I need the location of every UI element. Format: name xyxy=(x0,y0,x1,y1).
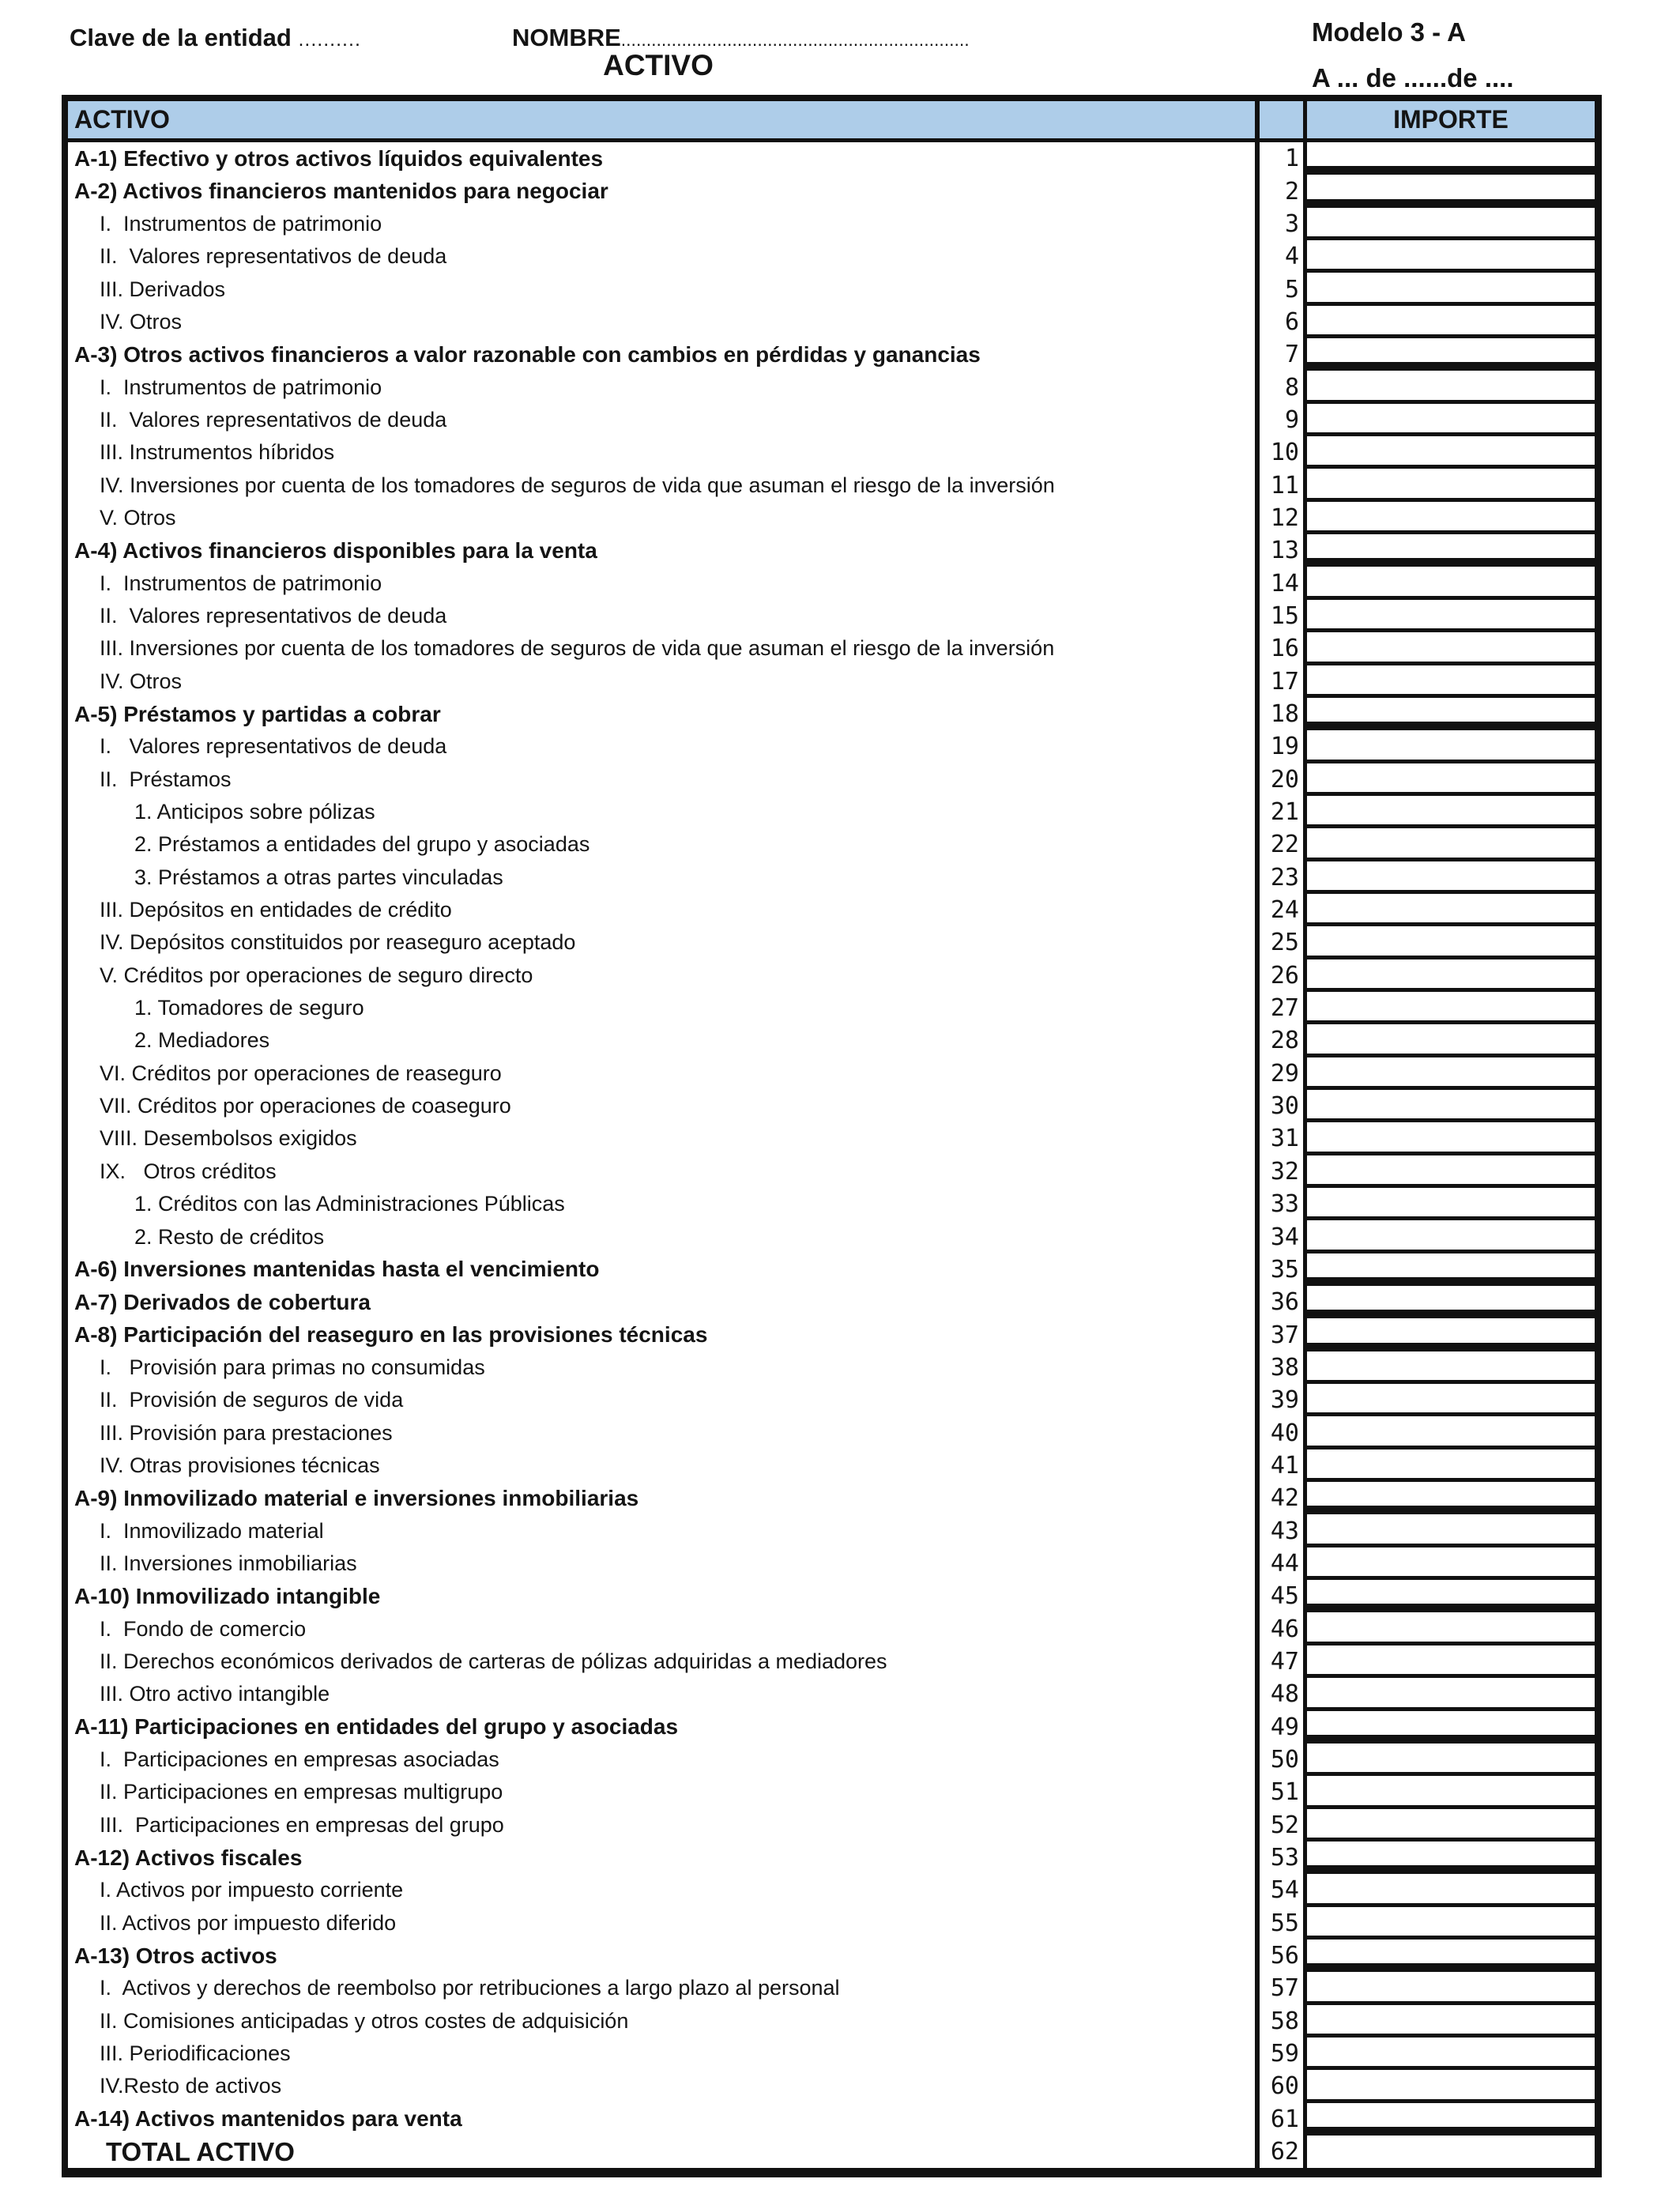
importe-input-box[interactable] xyxy=(1303,142,1595,175)
date-blank-line: A ... de ......de .... xyxy=(1312,63,1514,92)
table-row xyxy=(68,1809,1595,1842)
row-label: A-3) Otros activos financieros a valor razonable con cambios en pérdidas y ganancias xyxy=(74,341,981,367)
table-row xyxy=(68,1090,1595,1122)
row-label: II. Valores representativos de deuda xyxy=(100,244,447,269)
importe-input-box[interactable] xyxy=(1303,665,1595,698)
table-row xyxy=(68,2005,1595,2038)
entity-code-blank[interactable]: .......... xyxy=(298,28,361,51)
importe-input-box[interactable] xyxy=(1303,1220,1595,1253)
row-number: 25 xyxy=(1255,926,1303,959)
row-number: 56 xyxy=(1255,1940,1303,1972)
row-label: II. Valores representativos de deuda xyxy=(100,407,447,432)
table-row xyxy=(68,959,1595,992)
row-number: 1 xyxy=(1255,142,1303,175)
table-row xyxy=(68,1612,1595,1645)
table-row xyxy=(68,175,1595,207)
table-row xyxy=(68,763,1595,796)
table-row xyxy=(68,1482,1595,1514)
table-row xyxy=(68,828,1595,861)
importe-input-box[interactable] xyxy=(1303,600,1595,632)
row-number: 5 xyxy=(1255,273,1303,305)
table-row xyxy=(68,1972,1595,2004)
activo-table xyxy=(62,95,1602,2177)
row-number: 34 xyxy=(1255,1220,1303,1253)
row-number: 18 xyxy=(1255,698,1303,730)
row-label: I. Inmovilizado material xyxy=(100,1518,324,1543)
table-row xyxy=(68,1678,1595,1710)
importe-input-box[interactable] xyxy=(1303,796,1595,828)
importe-input-box[interactable] xyxy=(1303,1384,1595,1416)
row-number: 7 xyxy=(1255,338,1303,371)
importe-input-box[interactable] xyxy=(1303,1416,1595,1449)
row-number: 21 xyxy=(1255,796,1303,828)
row-label: III. Otro activo intangible xyxy=(100,1682,330,1706)
importe-input-box[interactable] xyxy=(1303,1253,1595,1286)
row-number: 24 xyxy=(1255,894,1303,926)
table-row xyxy=(68,1318,1595,1351)
table-row xyxy=(68,2136,1595,2168)
table-row xyxy=(68,534,1595,567)
row-label: III. Periodificaciones xyxy=(100,2041,291,2066)
row-number: 13 xyxy=(1255,534,1303,567)
page-title: ACTIVO xyxy=(603,49,714,81)
table-row xyxy=(68,992,1595,1024)
importe-input-box[interactable] xyxy=(1303,1482,1595,1514)
row-label: I. Instrumentos de patrimonio xyxy=(100,571,382,595)
table-header-row xyxy=(68,101,1595,142)
importe-input-box[interactable] xyxy=(1303,1940,1595,1972)
importe-input-box[interactable] xyxy=(1303,730,1595,763)
row-number: 9 xyxy=(1255,404,1303,436)
row-label: 1. Tomadores de seguro xyxy=(134,996,364,1020)
importe-input-box[interactable] xyxy=(1303,436,1595,469)
row-label: I. Valores representativos de deuda xyxy=(100,734,447,759)
row-number: 16 xyxy=(1255,632,1303,665)
table-row xyxy=(68,1449,1595,1482)
row-label: IX. Otros créditos xyxy=(100,1159,277,1183)
row-number: 58 xyxy=(1255,2005,1303,2038)
importe-input-box[interactable] xyxy=(1303,1907,1595,1940)
row-label: IV. Inversiones por cuenta de los tomadores de seguros de vida que asuman el riesgo de la inversión xyxy=(100,473,1055,497)
row-label: V. Créditos por operaciones de seguro directo xyxy=(100,963,533,987)
row-label: A-4) Activos financieros disponibles para la venta xyxy=(74,537,597,563)
row-label: VIII. Desembolsos exigidos xyxy=(100,1126,357,1151)
importe-input-box[interactable] xyxy=(1303,2136,1595,2168)
row-number: 30 xyxy=(1255,1090,1303,1122)
row-number: 2 xyxy=(1255,175,1303,207)
row-number: 48 xyxy=(1255,1678,1303,1710)
importe-input-box[interactable] xyxy=(1303,1580,1595,1612)
row-label: 2. Préstamos a entidades del grupo y asociadas xyxy=(134,832,590,857)
row-number: 29 xyxy=(1255,1057,1303,1090)
row-label: II. Valores representativos de deuda xyxy=(100,603,447,628)
row-label: I. Instrumentos de patrimonio xyxy=(100,211,382,236)
row-number: 4 xyxy=(1255,240,1303,273)
row-number: 60 xyxy=(1255,2070,1303,2102)
row-label: III. Inversiones por cuenta de los tomadores de seguros de vida que asuman el riesgo de la inversión xyxy=(100,636,1055,661)
row-label: 2. Mediadores xyxy=(134,1028,270,1053)
row-label: A-10) Inmovilizado intangible xyxy=(74,1583,381,1608)
row-label: II. Préstamos xyxy=(100,767,232,791)
table-row xyxy=(68,665,1595,698)
table-row xyxy=(68,371,1595,403)
table-row xyxy=(68,1907,1595,1940)
row-number: 59 xyxy=(1255,2038,1303,2070)
importe-input-box[interactable] xyxy=(1303,502,1595,534)
table-row xyxy=(68,1122,1595,1155)
row-number: 61 xyxy=(1255,2103,1303,2136)
importe-input-box[interactable] xyxy=(1303,2103,1595,2136)
table-row xyxy=(68,1253,1595,1286)
importe-input-box[interactable] xyxy=(1303,926,1595,959)
row-number: 49 xyxy=(1255,1711,1303,1744)
row-label: III. Participaciones en empresas del grupo xyxy=(100,1812,504,1837)
importe-input-box[interactable] xyxy=(1303,1188,1595,1220)
table-row xyxy=(68,469,1595,501)
row-label: I. Provisión para primas no consumidas xyxy=(100,1355,485,1379)
row-number: 38 xyxy=(1255,1351,1303,1384)
importe-input-box[interactable] xyxy=(1303,1024,1595,1057)
table-row xyxy=(68,600,1595,632)
table-row xyxy=(68,404,1595,436)
table-row xyxy=(68,1547,1595,1580)
row-label: A-5) Préstamos y partidas a cobrar xyxy=(74,701,441,726)
importe-input-box[interactable] xyxy=(1303,1090,1595,1122)
importe-input-box[interactable] xyxy=(1303,1286,1595,1318)
row-number: 42 xyxy=(1255,1482,1303,1514)
row-number: 26 xyxy=(1255,959,1303,992)
row-number: 19 xyxy=(1255,730,1303,763)
table-row xyxy=(68,1384,1595,1416)
row-label: A-14) Activos mantenidos para venta xyxy=(74,2106,462,2132)
importe-input-box[interactable] xyxy=(1303,698,1595,730)
entity-code-text: Clave de la entidad xyxy=(70,24,299,51)
row-label: I. Participaciones en empresas asociadas xyxy=(100,1747,499,1772)
row-label: IV.Resto de activos xyxy=(100,2074,282,2098)
importe-input-box[interactable] xyxy=(1303,632,1595,665)
importe-input-box[interactable] xyxy=(1303,992,1595,1024)
column-header-rownum xyxy=(1255,101,1303,138)
importe-input-box[interactable] xyxy=(1303,1711,1595,1744)
row-number: 11 xyxy=(1255,469,1303,501)
importe-input-box[interactable] xyxy=(1303,1842,1595,1874)
table-row xyxy=(68,1416,1595,1449)
importe-input-box[interactable] xyxy=(1303,763,1595,796)
row-number: 12 xyxy=(1255,502,1303,534)
table-row xyxy=(68,1776,1595,1808)
importe-input-box[interactable] xyxy=(1303,894,1595,926)
table-row xyxy=(68,240,1595,273)
importe-input-box[interactable] xyxy=(1303,1874,1595,1906)
importe-input-box[interactable] xyxy=(1303,1449,1595,1482)
row-label: A-13) Otros activos xyxy=(74,1943,277,1968)
row-label: IV. Depósitos constituidos por reaseguro aceptado xyxy=(100,930,576,955)
importe-input-box[interactable] xyxy=(1303,1155,1595,1188)
importe-input-box[interactable] xyxy=(1303,404,1595,436)
row-number: 8 xyxy=(1255,371,1303,403)
importe-input-box[interactable] xyxy=(1303,2038,1595,2070)
table-row xyxy=(68,567,1595,599)
row-number: 57 xyxy=(1255,1972,1303,2004)
table-row xyxy=(68,1874,1595,1906)
row-label: A-2) Activos financieros mantenidos para negociar xyxy=(74,179,608,204)
importe-input-box[interactable] xyxy=(1303,861,1595,894)
table-row xyxy=(68,1024,1595,1057)
name-label xyxy=(512,24,970,52)
importe-input-box[interactable] xyxy=(1303,1547,1595,1580)
row-label: IV. Otros xyxy=(100,309,183,334)
importe-input-box[interactable] xyxy=(1303,240,1595,273)
table-row xyxy=(68,1155,1595,1188)
row-number: 32 xyxy=(1255,1155,1303,1188)
row-label: I. Activos y derechos de reembolso por retribuciones a largo plazo al personal xyxy=(100,1976,840,2000)
column-header-importe: IMPORTE xyxy=(1303,101,1595,138)
row-number: 37 xyxy=(1255,1318,1303,1351)
importe-input-box[interactable] xyxy=(1303,1351,1595,1384)
table-row xyxy=(68,796,1595,828)
name-text: NOMBRE xyxy=(512,24,621,51)
table-row xyxy=(68,1514,1595,1547)
importe-input-box[interactable] xyxy=(1303,567,1595,599)
table-row xyxy=(68,1057,1595,1090)
row-label: V. Otros xyxy=(100,505,176,530)
row-label: I. Fondo de comercio xyxy=(100,1616,307,1641)
importe-input-box[interactable] xyxy=(1303,1057,1595,1090)
table-row xyxy=(68,436,1595,469)
row-label: IV. Otros xyxy=(100,669,183,693)
importe-input-box[interactable] xyxy=(1303,1744,1595,1776)
importe-input-box[interactable] xyxy=(1303,1972,1595,2004)
importe-input-box[interactable] xyxy=(1303,1776,1595,1808)
row-label: III. Derivados xyxy=(100,277,226,301)
row-number: 62 xyxy=(1255,2136,1303,2168)
row-label: A-12) Activos fiscales xyxy=(74,1845,303,1870)
table-row xyxy=(68,1711,1595,1744)
importe-input-box[interactable] xyxy=(1303,1514,1595,1547)
row-label: A-8) Participación del reaseguro en las provisiones técnicas xyxy=(74,1322,708,1348)
row-label: VI. Créditos por operaciones de reaseguro xyxy=(100,1061,502,1085)
row-label: III. Instrumentos híbridos xyxy=(100,440,335,465)
importe-input-box[interactable] xyxy=(1303,1646,1595,1678)
name-blank[interactable]: ..................................................................... xyxy=(620,29,970,50)
table-row xyxy=(68,861,1595,894)
importe-input-box[interactable] xyxy=(1303,1612,1595,1645)
row-number: 27 xyxy=(1255,992,1303,1024)
importe-input-box[interactable] xyxy=(1303,1122,1595,1155)
row-label: A-9) Inmovilizado material e inversiones inmobiliarias xyxy=(74,1485,639,1510)
row-label: II. Participaciones en empresas multigrupo xyxy=(100,1780,503,1804)
table-row xyxy=(68,1220,1595,1253)
row-label: I. Instrumentos de patrimonio xyxy=(100,375,382,399)
row-number: 43 xyxy=(1255,1514,1303,1547)
row-number: 52 xyxy=(1255,1809,1303,1842)
column-header-activo: ACTIVO xyxy=(74,105,170,134)
table-row xyxy=(68,2038,1595,2070)
table-row xyxy=(68,730,1595,763)
row-number: 54 xyxy=(1255,1874,1303,1906)
row-label: 3. Préstamos a otras partes vinculadas xyxy=(134,865,503,889)
row-label: III. Depósitos en entidades de crédito xyxy=(100,898,452,922)
row-number: 40 xyxy=(1255,1416,1303,1449)
row-number: 44 xyxy=(1255,1547,1303,1580)
row-number: 22 xyxy=(1255,828,1303,861)
row-label: A-1) Efectivo y otros activos líquidos equivalentes xyxy=(74,145,604,171)
row-number: 15 xyxy=(1255,600,1303,632)
row-label: 1. Créditos con las Administraciones Públicas xyxy=(134,1192,565,1216)
row-label: A-6) Inversiones mantenidas hasta el vencimiento xyxy=(74,1257,600,1282)
row-number: 31 xyxy=(1255,1122,1303,1155)
row-number: 6 xyxy=(1255,306,1303,338)
importe-input-box[interactable] xyxy=(1303,371,1595,403)
row-label: VII. Créditos por operaciones de coaseguro xyxy=(100,1094,511,1118)
row-number: 3 xyxy=(1255,208,1303,240)
importe-input-box[interactable] xyxy=(1303,175,1595,207)
row-number: 41 xyxy=(1255,1449,1303,1482)
row-label: I. Activos por impuesto corriente xyxy=(100,1878,404,1902)
row-number: 47 xyxy=(1255,1646,1303,1678)
row-label: II. Inversiones inmobiliarias xyxy=(100,1551,357,1575)
table-row xyxy=(68,698,1595,730)
table-row xyxy=(68,2070,1595,2102)
row-number: 39 xyxy=(1255,1384,1303,1416)
importe-input-box[interactable] xyxy=(1303,469,1595,501)
importe-input-box[interactable] xyxy=(1303,208,1595,240)
table-row xyxy=(68,1940,1595,1972)
table-row xyxy=(68,1188,1595,1220)
table-row xyxy=(68,208,1595,240)
row-number: 35 xyxy=(1255,1253,1303,1286)
table-body xyxy=(68,142,1595,2168)
row-label: A-7) Derivados de cobertura xyxy=(74,1289,371,1314)
table-row xyxy=(68,306,1595,338)
row-number: 33 xyxy=(1255,1188,1303,1220)
importe-input-box[interactable] xyxy=(1303,2005,1595,2038)
row-number: 51 xyxy=(1255,1776,1303,1808)
table-row xyxy=(68,632,1595,665)
row-label: TOTAL ACTIVO xyxy=(106,2136,295,2166)
row-label: II. Derechos económicos derivados de carteras de pólizas adquiridas a mediadores xyxy=(100,1649,887,1673)
row-number: 17 xyxy=(1255,665,1303,698)
importe-input-box[interactable] xyxy=(1303,1809,1595,1842)
table-row xyxy=(68,2103,1595,2136)
table-row xyxy=(68,1744,1595,1776)
row-number: 20 xyxy=(1255,763,1303,796)
table-row xyxy=(68,1580,1595,1612)
table-row xyxy=(68,1286,1595,1318)
row-number: 46 xyxy=(1255,1612,1303,1645)
importe-input-box[interactable] xyxy=(1303,959,1595,992)
importe-input-box[interactable] xyxy=(1303,273,1595,305)
row-label: IV. Otras provisiones técnicas xyxy=(100,1453,380,1477)
row-number: 53 xyxy=(1255,1842,1303,1874)
row-number: 36 xyxy=(1255,1286,1303,1318)
table-row xyxy=(68,142,1595,175)
entity-code-label xyxy=(70,24,361,52)
importe-input-box[interactable] xyxy=(1303,828,1595,861)
row-label: II. Provisión de seguros de vida xyxy=(100,1388,404,1412)
row-number: 14 xyxy=(1255,567,1303,599)
importe-input-box[interactable] xyxy=(1303,1318,1595,1351)
importe-input-box[interactable] xyxy=(1303,306,1595,338)
row-label: II. Comisiones anticipadas y otros costes de adquisición xyxy=(100,2008,629,2033)
importe-input-box[interactable] xyxy=(1303,1678,1595,1710)
row-number: 55 xyxy=(1255,1907,1303,1940)
row-label: II. Activos por impuesto diferido xyxy=(100,1910,397,1935)
row-label: 2. Resto de créditos xyxy=(134,1224,325,1249)
row-label: 1. Anticipos sobre pólizas xyxy=(134,800,375,824)
importe-input-box[interactable] xyxy=(1303,338,1595,371)
table-row xyxy=(68,1646,1595,1678)
importe-input-box[interactable] xyxy=(1303,2070,1595,2102)
row-label: A-11) Participaciones en entidades del grupo y asociadas xyxy=(74,1714,679,1740)
table-row xyxy=(68,894,1595,926)
table-row xyxy=(68,502,1595,534)
table-row xyxy=(68,273,1595,305)
table-row xyxy=(68,1351,1595,1384)
row-number: 23 xyxy=(1255,861,1303,894)
row-number: 10 xyxy=(1255,436,1303,469)
row-label: III. Provisión para prestaciones xyxy=(100,1420,393,1445)
row-number: 28 xyxy=(1255,1024,1303,1057)
row-number: 50 xyxy=(1255,1744,1303,1776)
model-label: Modelo 3 - A xyxy=(1312,17,1466,47)
table-row xyxy=(68,1842,1595,1874)
table-row xyxy=(68,926,1595,959)
importe-input-box[interactable] xyxy=(1303,534,1595,567)
row-number: 45 xyxy=(1255,1580,1303,1612)
table-row xyxy=(68,338,1595,371)
